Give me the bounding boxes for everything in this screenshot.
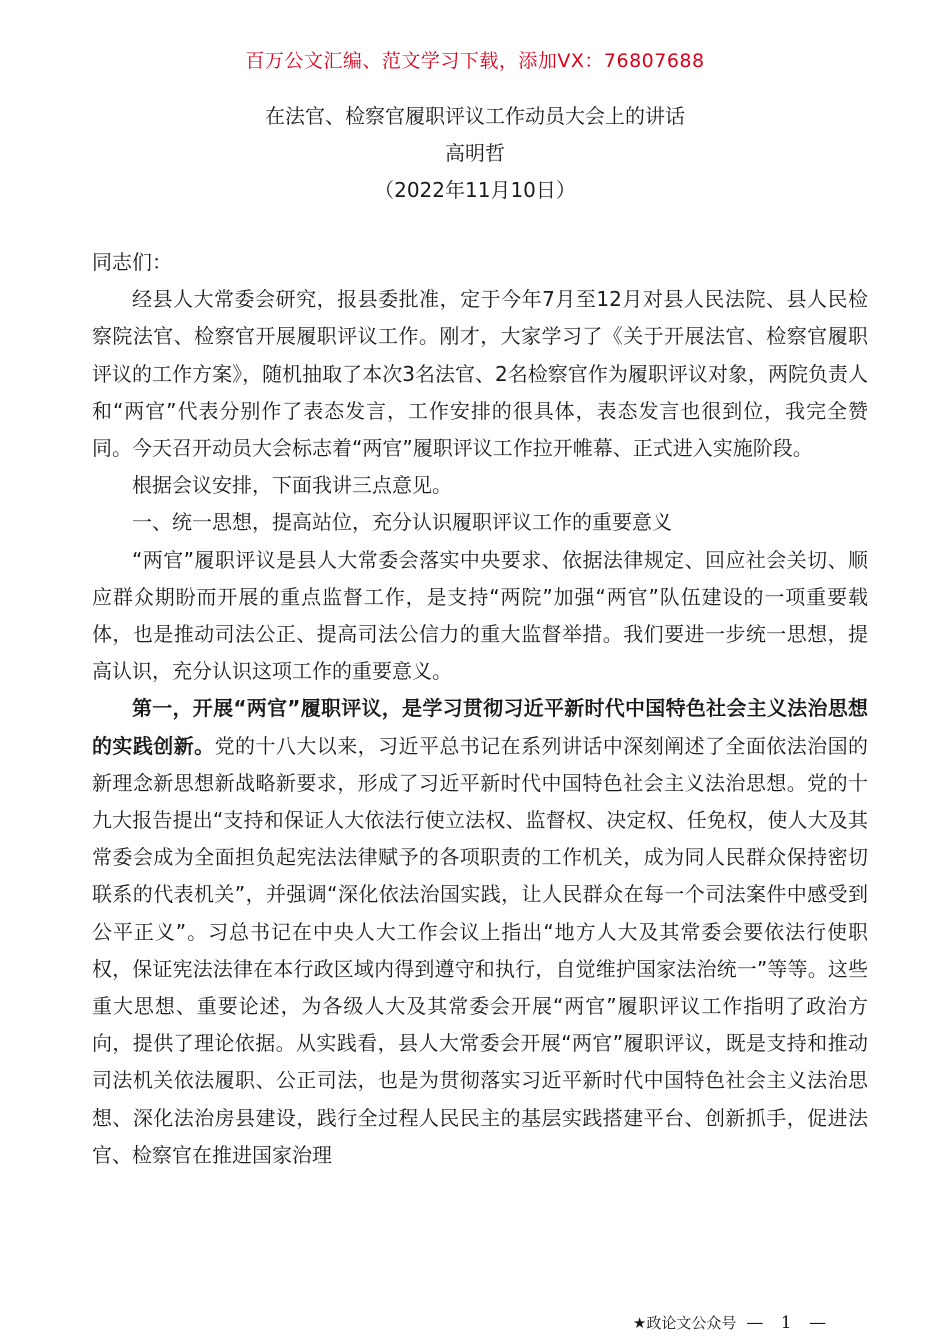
page-footer — [633, 1312, 832, 1333]
footer-source: ★政论文公众号 — [632, 1314, 737, 1332]
page-number: — 1 — — [746, 1313, 832, 1333]
paragraph-2: 根据会议安排，下面我讲三点意见。 — [132, 473, 452, 498]
paragraph-4 — [92, 690, 868, 1174]
speech-date: （2022年11月10日） — [374, 178, 576, 202]
document-body — [92, 244, 868, 1174]
promo-banner: 百万公文汇编、范文学习下载，添加VX：76807688 — [245, 50, 705, 72]
paragraph-1: 经县人大常委会研究，报县委批准，定于今年7月至12月对县人民法院、县人民检察院法官、检察官开展履职评议工作。刚才，大家学习了《关于开展法官、检察官履职评议的工作方案》，随机抽取了本次3名法官、2名检察官作为履职评议对象，两院负责人和“两官”代表分别作了表态发言，工作安排的很具体，表态发言也很到位，我完全赞同。今天召开动员大会标志着“两官”履职评议工作拉开帷幕、正式进入实施阶段。 — [92, 287, 868, 461]
paragraph-4-lead: 第一，开展“两官”履职评议，是学习贯彻习近平新时代中国特色社会主义法治思想的实践创新。 — [92, 696, 868, 758]
document-title: 在法官、检察官履职评议工作动员大会上的讲话 — [265, 104, 685, 128]
paragraph-4-text: 党的十八大以来，习近平总书记在系列讲话中深刻阐述了全面依法治国的新理念新思想新战略新要求，形成了习近平新时代中国特色社会主义法治思想。党的十九大报告提出“支持和保证人大依法行使立法权、监督权、决定权、任免权，使人大及其常委会成为全面担负起宪法法律赋予的各项职责的工作机关，成为同人民群众保持密切联系的代表机关”，并强调“深化依法治国实践，让人民群众在每一个司法案件中感受到公平正义”。习总书记在中央人大工作会议上指出“地方人大及其常委会要依法行使职权，保证宪法法律在本行政区域内得到遵守和执行，自觉维护国家法治统一”等等。这些重大思想、重要论述，为各级人大及其常委会开展“两官”履职评议工作指明了政治方向，提供了理论依据。从实践看，县人大常委会开展“两官”履职评议，既是支持和推动司法机关依法履职、公正司法，也是为贯彻落实习近平新时代中国特色社会主义法治思想、深化法治房县建设，践行全过程人民民主的基层实践搭建平台、创新抓手，促进法官、检察官在推进国家治理 — [92, 733, 869, 1167]
author-name: 高明哲 — [445, 141, 505, 165]
section-heading-1: 一、统一思想，提高站位，充分认识履职评议工作的重要意义 — [132, 510, 672, 535]
salutation: 同志们： — [92, 250, 172, 274]
title-block — [0, 98, 950, 209]
paragraph-3: “两官”履职评议是县人大常委会落实中央要求、依据法律规定、回应社会关切、顺应群众期盼而开展的重点监督工作，是支持“两院”加强“两官”队伍建设的一项重要载体，也是推动司法公正、提高司法公信力的重大监督举措。我们要进一步统一思想，提高认识，充分认识这项工作的重要意义。 — [92, 547, 868, 684]
